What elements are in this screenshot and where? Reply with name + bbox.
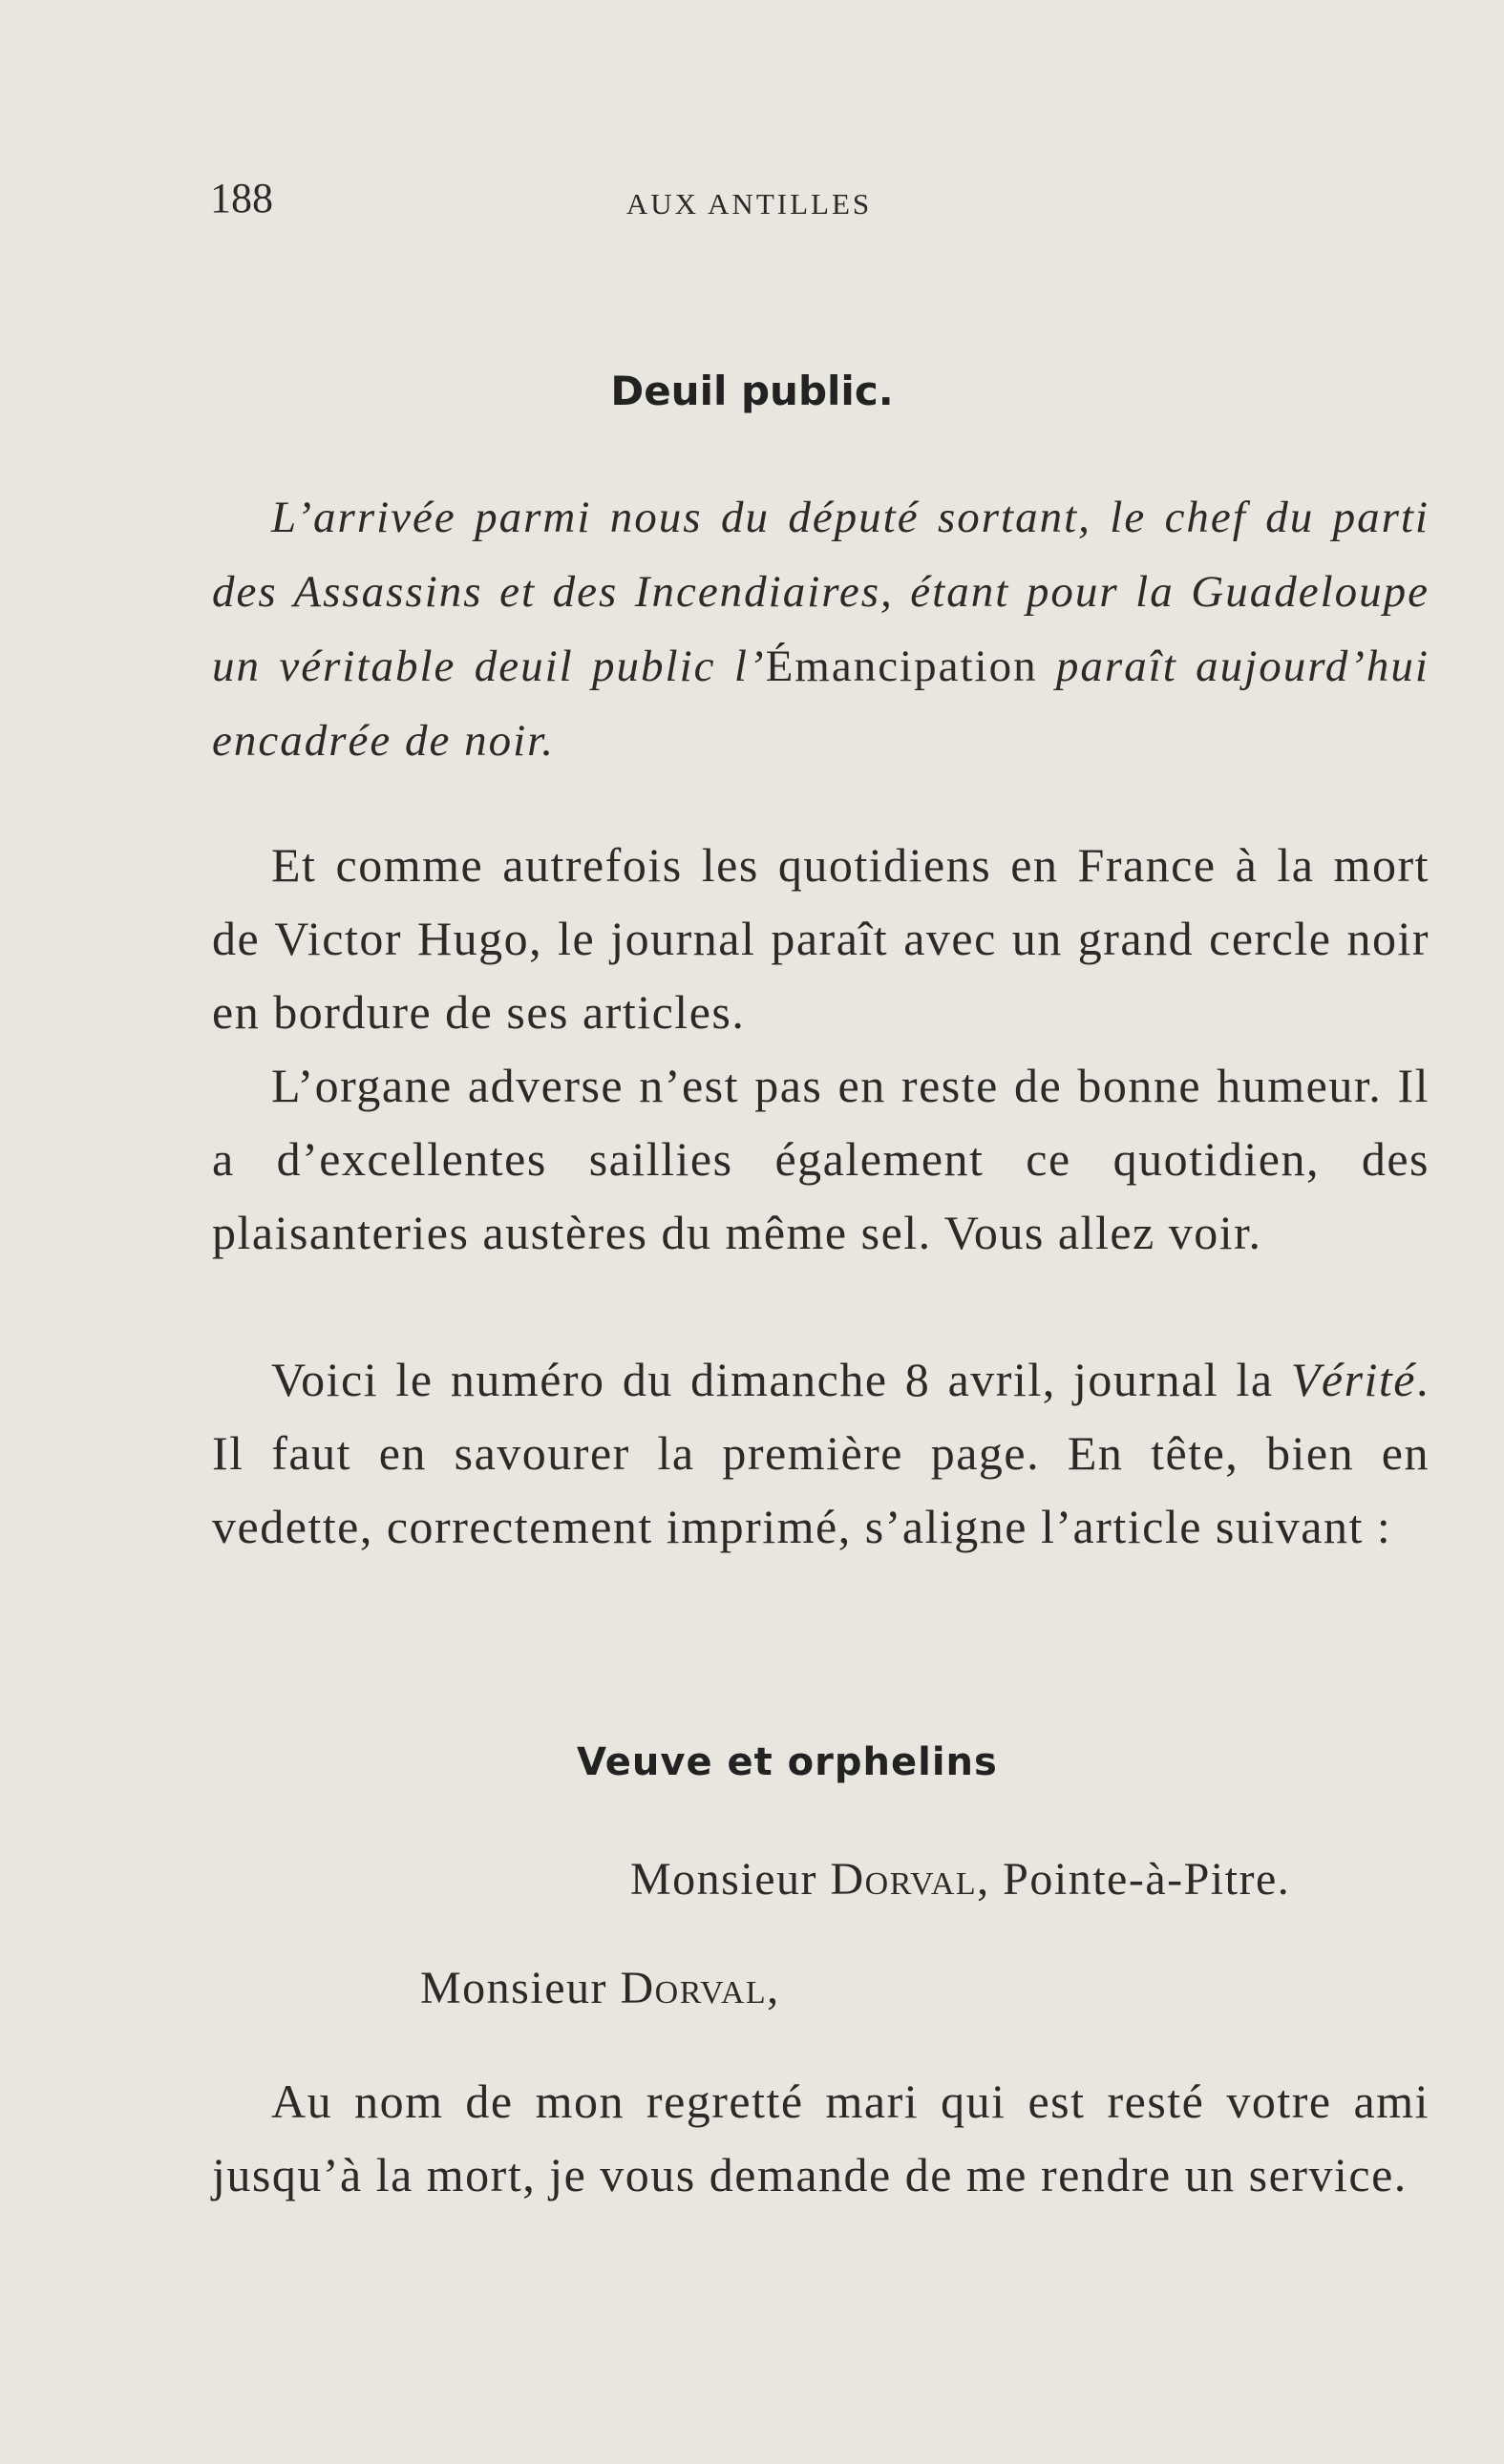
address-prefix: Monsieur: [630, 1854, 831, 1905]
paragraph-victor-hugo: Et comme autrefois les quotidiens en France à la mort de Victor Hugo, le journal paraît avec un grand cercle noir en bordure de ses articles.: [212, 838, 1430, 1039]
page-header: [0, 174, 1504, 231]
p4-text-b: . Il faut en savourer la première page. En tête, bien en vedette, correctement imprimé, s’aligne l’article suivant :: [212, 1353, 1430, 1553]
newspaper-name-verite: Vérité: [1290, 1353, 1416, 1406]
address-name: Dorval: [830, 1854, 978, 1905]
salutation-prefix: Monsieur: [420, 1963, 621, 2013]
italic-text-c: paraît aujourd’hui encadrée de noir.: [212, 642, 1430, 766]
section-title-veuve-orphelins: Veuve et orphelins: [577, 1740, 998, 1784]
salutation-name: Dorval: [620, 1963, 768, 2013]
paragraph-numero-dimanche: [212, 1343, 1430, 1564]
section-title-deuil-public: Deuil public.: [610, 368, 894, 414]
p4-text-a: Voici le numéro du dimanche 8 avril, journal la: [271, 1353, 1291, 1406]
paragraph-letter-body: Au nom de mon regretté mari qui est resté votre ami jusqu’à la mort, je vous demande de me rendre un service.: [212, 2074, 1430, 2201]
letter-salutation: [420, 1962, 780, 2014]
letter-address: [630, 1853, 1290, 1906]
page-number: 188: [210, 175, 273, 221]
paragraph-organe-adverse: L’organe adverse n’est pas en reste de bonne humeur. Il a d’excellentes saillies également ce quotidien, des plaisanteries austères du même sel. Vous allez voir.: [212, 1059, 1430, 1259]
italic-paragraph: [212, 480, 1430, 778]
newspaper-name-emancipation: Émancipation: [765, 642, 1038, 691]
italic-text-b: l’: [733, 642, 766, 691]
running-head: AUX ANTILLES: [625, 187, 873, 221]
italic-text-a: L’arrivée parmi nous du député sortant, le chef du parti des Assassins et des Incendiaires, étant pour la Guadeloupe un véritable deuil public: [212, 493, 1430, 691]
salutation-suffix: ,: [767, 1963, 780, 2013]
address-suffix: , Pointe-à-Pitre.: [977, 1854, 1291, 1905]
